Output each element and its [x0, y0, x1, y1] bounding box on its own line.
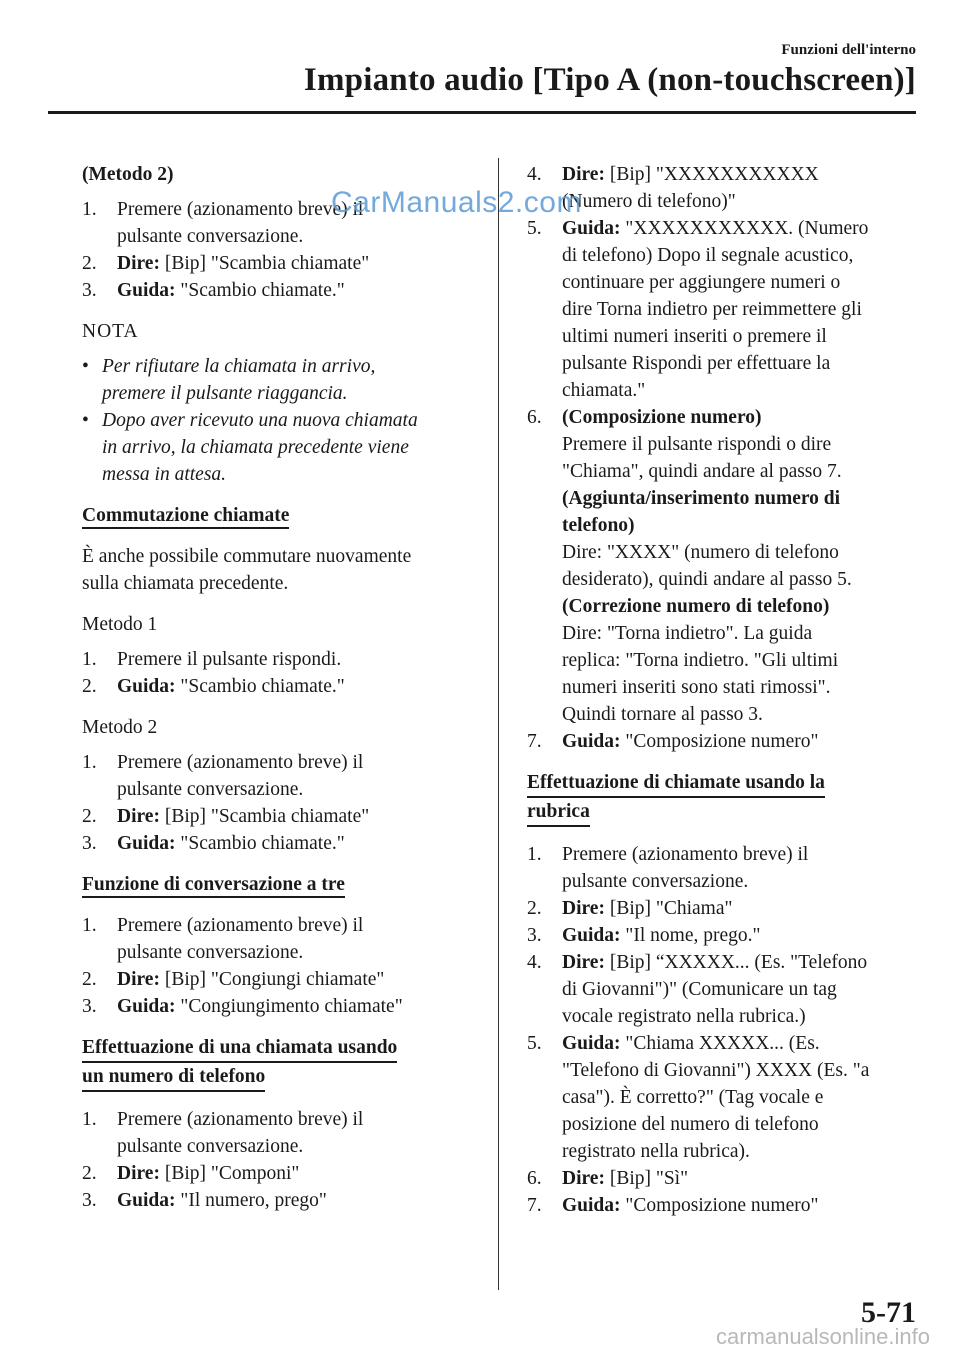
list-item: 2. Guida: "Scambio chiamate."	[82, 676, 345, 697]
list-item: 2. Dire: [Bip] "Scambia chiamate"	[82, 806, 370, 827]
list-item: 2. Dire: [Bip] "Componi"	[82, 1163, 300, 1184]
list-item: 2. Dire: [Bip] "Chiama"	[527, 898, 733, 919]
list-item: 1. Premere (azionamento breve) il pulsante conversazione.	[82, 199, 364, 247]
list-item: 7. Guida: "Composizione numero"	[527, 731, 819, 752]
list-item: 6. Dire: [Bip] "Sì"	[527, 1168, 689, 1189]
list-item: 3. Guida: "Scambio chiamate."	[82, 833, 345, 854]
left-column	[82, 161, 482, 1214]
metodo1-heading: Metodo 1	[82, 614, 158, 635]
list-item: 6. (Composizione numero) Premere il pulsante rispondi o dire "Chiama", quindi andare al passo 7. (Aggiunta/inserimento numero di telefono) Dire: "XXXX" (numero di telefono desiderato), quindi andare al passo 5. (Correzione numero di telefono) Dire: "Torna indietro". La guida replica: "Torna indietro. "Gli ultimi numeri inseriti sono stati rimossi". Quindi tornare al passo 3.	[527, 407, 852, 725]
header-section: Funzioni dell'interno	[781, 42, 916, 58]
metodo2-heading: (Metodo 2)	[82, 164, 174, 185]
list-item: 2. Dire: [Bip] "Scambia chiamate"	[82, 253, 370, 274]
section-heading-numero: Effettuazione di una chiamata usando un numero di telefono	[82, 1034, 482, 1092]
list-item: 1. Premere (azionamento breve) il pulsante conversazione.	[82, 752, 364, 800]
list-item: 2. Dire: [Bip] "Congiungi chiamate"	[82, 969, 385, 990]
list-item: 3. Guida: "Il nome, prego."	[527, 925, 761, 946]
note-bullet: • Per rifiutare la chiamata in arrivo, premere il pulsante riaggancia.	[82, 356, 376, 404]
list-item: 3. Guida: "Il numero, prego"	[82, 1190, 327, 1211]
note-bullet: • Dopo aver ricevuto una nuova chiamata in arrivo, la chiamata precedente viene messa in attesa.	[82, 410, 418, 485]
list-item: 1. Premere (azionamento breve) il pulsante conversazione.	[527, 844, 809, 892]
metodo2-subheading: Metodo 2	[82, 717, 158, 738]
list-item: 3. Guida: "Congiungimento chiamate"	[82, 996, 403, 1017]
list-item: 4. Dire: [Bip] “XXXXX... (Es. "Telefono di Giovanni")" (Comunicare un tag vocale registrato nella rubrica.)	[527, 952, 868, 1027]
list-item: 7. Guida: "Composizione numero"	[527, 1195, 819, 1216]
list-item: 1. Premere (azionamento breve) il pulsante conversazione.	[82, 1109, 364, 1157]
page-number: 5-71	[861, 1296, 916, 1329]
section-heading-rubrica: Effettuazione di chiamate usando la rubrica	[527, 769, 927, 827]
list-item: 3. Guida: "Scambio chiamate."	[82, 280, 345, 301]
column-divider	[498, 158, 499, 1290]
header-rule	[48, 111, 916, 114]
list-item: 5. Guida: "XXXXXXXXXXX. (Numero di telefono) Dopo il segnale acustico, continuare per aggiungere numeri o dire Torna indietro per reimmettere gli ultimi numeri inseriti o premere il pulsante Rispondi per effettuare la chiamata."	[527, 218, 869, 401]
right-column	[527, 161, 927, 1219]
list-item: 4. Dire: [Bip] "XXXXXXXXXXX (Numero di telefono)"	[527, 164, 819, 212]
footer-watermark-link[interactable]: carmanualsonline.info	[715, 1324, 930, 1349]
list-item: 1. Premere il pulsante rispondi.	[82, 649, 342, 670]
list-item: 1. Premere (azionamento breve) il pulsante conversazione.	[82, 915, 364, 963]
paragraph: È anche possibile commutare nuovamente sulla chiamata precedente.	[82, 546, 412, 594]
list-item: 5. Guida: "Chiama XXXXX... (Es. "Telefono di Giovanni") XXXX (Es. "a casa"). È corretto?" (Tag vocale e posizione del numero di telefono registrato nella rubrica).	[527, 1033, 870, 1162]
note-title: NOTA	[82, 321, 139, 342]
section-heading-tre: Funzione di conversazione a tre	[82, 871, 482, 898]
section-heading-commutazione: Commutazione chiamate	[82, 502, 482, 529]
watermark-link[interactable]: CarManuals2.com	[331, 186, 582, 219]
page-title: Impianto audio [Tipo A (non-touchscreen)]	[303, 62, 916, 98]
